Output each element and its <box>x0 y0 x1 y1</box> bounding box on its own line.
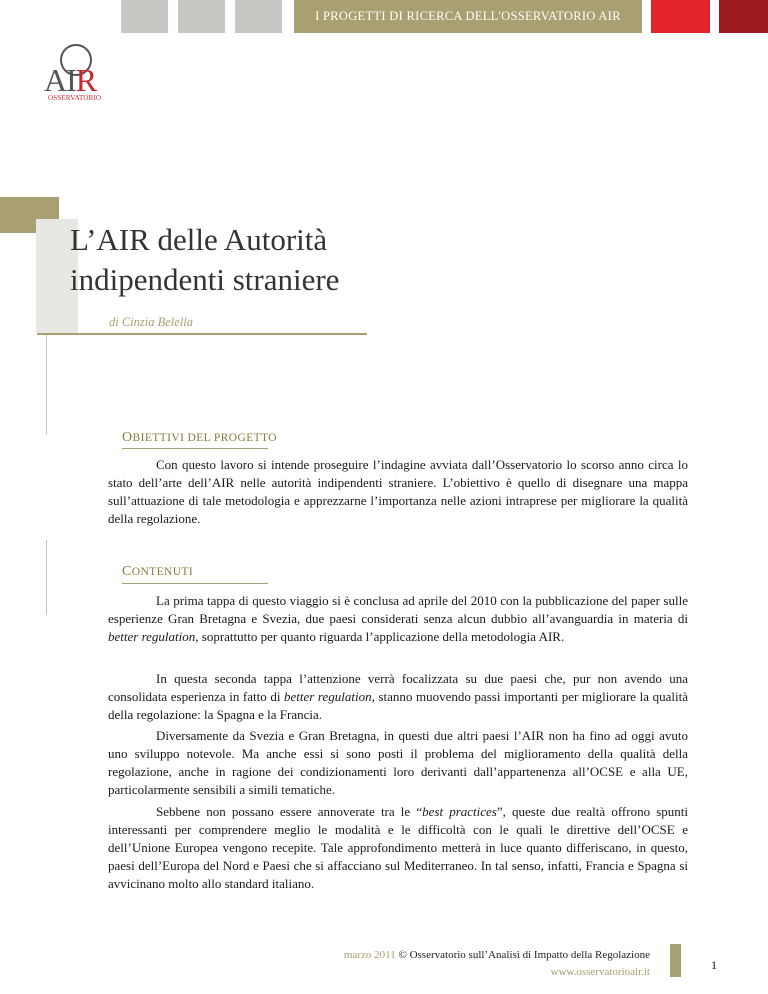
gutter-line <box>46 335 47 435</box>
author-divider <box>37 333 367 335</box>
header-square-red <box>651 0 710 33</box>
header-square-dark-red <box>719 0 768 33</box>
author-byline: di Cinzia Belella <box>109 315 194 329</box>
title-line-1: L’AIR delle Autorità <box>70 222 328 257</box>
section-divider <box>122 448 268 449</box>
page-number: 1 <box>711 958 717 972</box>
footer-date: marzo 2011 <box>343 949 396 961</box>
footer-site-link[interactable]: www.osservatorioair.it <box>550 966 650 978</box>
page-title <box>70 220 339 300</box>
title-line-2: indipendenti straniere <box>70 262 340 297</box>
header-banner: I PROGETTI DI RICERCA DELL'OSSERVATORIO AIR <box>294 0 642 33</box>
logo-letters: AIR <box>44 62 97 98</box>
gutter-line <box>46 540 47 615</box>
header-square-2 <box>178 0 225 33</box>
paragraph: La prima tappa di questo viaggio si è conclusa ad aprile del 2010 con la pubblicazione del paper sulle esperienze Gran Bretagna e Svezia, due paesi considerati senza alcun dubbio all’avanguardia in materia di better regulation, soprattutto per quanto riguarda l’applicazione della metodologia AIR. <box>108 593 688 644</box>
footer <box>344 947 650 981</box>
logo-subtitle: OSSERVATORIO <box>48 94 102 102</box>
paragraph: Sebbene non possano essere annoverate tra le “best practices”, queste due realtà offrono spunti interessanti per comprendere meglio le modalità e le difficoltà con le quali le direttive dell’OCSE e dell’Unione Europea vengono recepite. Tale approfondimento metterà in luce quanto differiscano, in questo, paesi dell’Europa del Nord e Paesi che si affacciano sul Mediterraneo. In tal senso, infatti, Francia e Spagna si avvicinano molto allo standard italiano. <box>108 804 688 891</box>
section-divider <box>122 583 268 584</box>
header-square-1 <box>121 0 168 33</box>
footer-accent-bar <box>670 944 681 977</box>
header-square-3 <box>235 0 282 33</box>
air-logo <box>42 44 112 106</box>
section-heading-obiettivi: OBIETTIVI DEL PROGETTO <box>122 430 277 445</box>
section-heading-contenuti: CONTENUTI <box>122 564 194 579</box>
paragraph: Diversamente da Svezia e Gran Bretagna, in questi due altri paesi l’AIR non ha fino ad oggi avuto uno sviluppo notevole. Ma anche essi si sono posti il problema del miglioramento della qualità della regolazione, anche in ragione dei condizionamenti loro derivanti dall’appartenenza all’OCSE e alla UE, particolarmente sensibili a simili tematiche. <box>108 728 688 797</box>
paragraph: Con questo lavoro si intende proseguire l’indagine avviata dall’Osservatorio lo scorso anno circa lo stato dell’arte dell’AIR nelle autorità indipendenti straniere. L’obiettivo è quello di disegnare una mappa sull’attuazione di tale metodologia e apprezzarne l’importanza nelle azioni intraprese per migliorare la qualità della regolazione. <box>108 457 688 526</box>
paragraph: In questa seconda tappa l’attenzione verrà focalizzata su due paesi che, pur non avendo una consolidata esperienza in fatto di better regulation, stanno muovendo passi importanti per migliorare la qualità della regolazione: la Spagna e la Francia. <box>108 671 688 722</box>
footer-copyright: © Osservatorio sull’Analisi di Impatto della Regolazione <box>398 949 650 961</box>
